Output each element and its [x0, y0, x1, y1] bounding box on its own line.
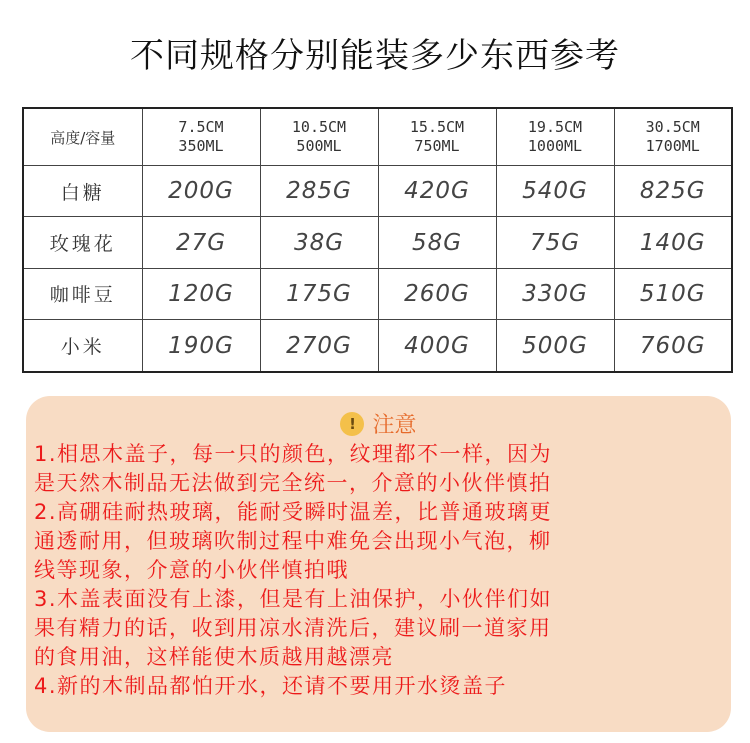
column-volume: 750ML: [414, 137, 460, 155]
row-label: 咖啡豆: [23, 268, 142, 319]
notice-line: 通透耐用，但玻璃吹制过程中难免会出现小气泡，柳: [34, 529, 552, 553]
capacity-table: [22, 107, 733, 373]
table-cell: 330G: [496, 268, 614, 319]
column-height: 7.5CM: [178, 118, 224, 136]
table-row: [23, 217, 732, 268]
table-cell: 825G: [614, 166, 732, 217]
corner-header: 高度/容量: [23, 108, 142, 166]
column-header: [378, 108, 496, 166]
table-cell: 58G: [378, 217, 496, 268]
column-header: [614, 108, 732, 166]
table-cell: 140G: [614, 217, 732, 268]
column-height: 10.5CM: [291, 118, 347, 136]
notice-text: [34, 440, 726, 701]
column-volume: 1000ML: [527, 137, 583, 155]
table-cell: 260G: [378, 268, 496, 319]
column-volume: 350ML: [178, 137, 224, 155]
notice-heading-text: 注意: [372, 413, 417, 438]
table-row: [23, 166, 732, 217]
notice-line: 的食用油，这样能使木质越用越漂亮: [34, 645, 394, 669]
table-row: [23, 268, 732, 319]
column-volume: 500ML: [296, 137, 342, 155]
column-header: [142, 108, 260, 166]
table-cell: 510G: [614, 268, 732, 319]
notice-line: 果有精力的话，收到用凉水清洗后，建议刷一道家用: [34, 616, 552, 640]
table-row: [23, 320, 732, 372]
table-cell: 270G: [260, 320, 378, 372]
table-cell: 400G: [378, 320, 496, 372]
notice-line: 1.相思木盖子，每一只的颜色，纹理都不一样，因为: [34, 442, 553, 466]
table-cell: 75G: [496, 217, 614, 268]
table-cell: 38G: [260, 217, 378, 268]
table-cell: 200G: [142, 166, 260, 217]
row-label: 玫瑰花: [23, 217, 142, 268]
column-header: [260, 108, 378, 166]
notice-heading: [26, 408, 731, 439]
table-cell: 500G: [496, 320, 614, 372]
row-label: 小米: [23, 320, 142, 372]
column-height: 30.5CM: [645, 118, 700, 136]
table-cell: 760G: [614, 320, 732, 372]
table-cell: 190G: [142, 320, 260, 372]
column-height: 19.5CM: [527, 118, 583, 136]
table-cell: 27G: [142, 217, 260, 268]
exclamation-icon: !: [340, 412, 364, 436]
table-cell: 175G: [260, 268, 378, 319]
row-label: 白糖: [23, 166, 142, 217]
column-header: [496, 108, 614, 166]
notice-line: 3.木盖表面没有上漆，但是有上油保护，小伙伴们如: [34, 587, 553, 611]
table-cell: 420G: [378, 166, 496, 217]
table-cell: 285G: [260, 166, 378, 217]
notice-line: 线等现象，介意的小伙伴慎拍哦: [34, 558, 349, 582]
page-title: 不同规格分别能装多少东西参考: [130, 36, 620, 76]
notice-line: 是天然木制品无法做到完全统一，介意的小伙伴慎拍: [34, 471, 552, 495]
notice-line: 4.新的木制品都怕开水，还请不要用开水烫盖子: [34, 674, 508, 698]
table-cell: 540G: [496, 166, 614, 217]
notice-line: 2.高硼硅耐热玻璃，能耐受瞬时温差，比普通玻璃更: [34, 500, 553, 524]
table-header-row: [23, 108, 732, 166]
column-height: 15.5CM: [409, 118, 465, 136]
notice-panel: [26, 396, 731, 732]
column-volume: 1700ML: [645, 137, 700, 155]
table-cell: 120G: [142, 268, 260, 319]
